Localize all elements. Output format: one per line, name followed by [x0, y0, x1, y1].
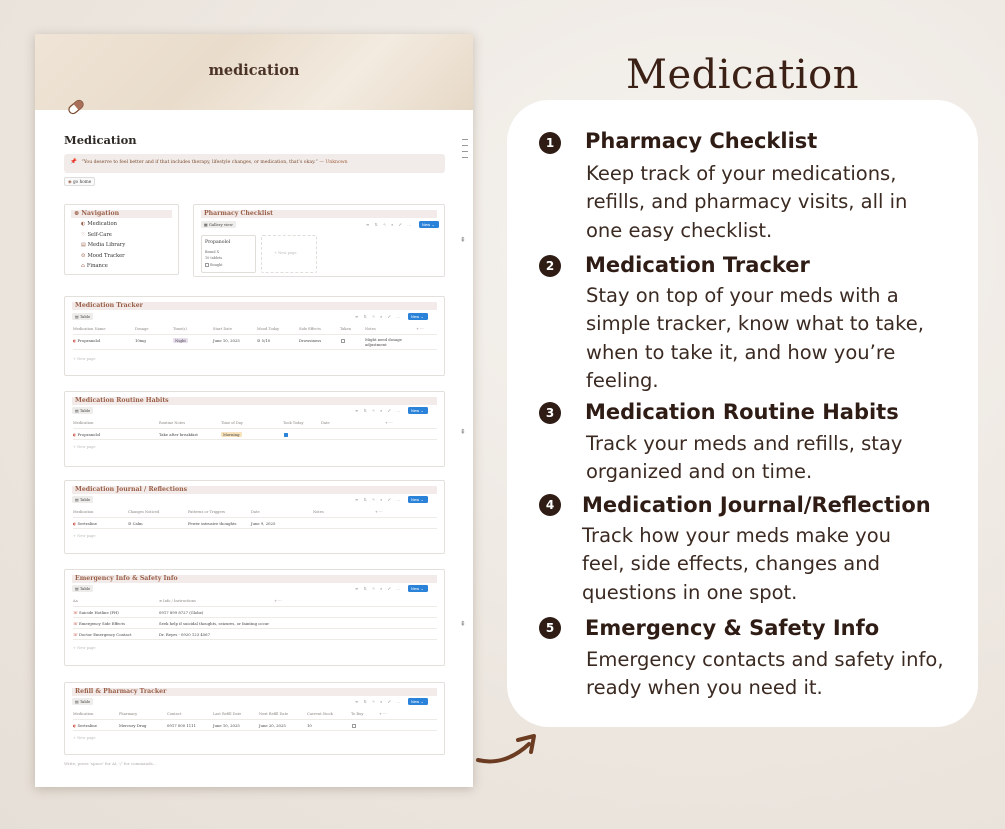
pushpin-icon: 📌 [70, 159, 77, 165]
new-label: New [411, 497, 420, 502]
table-header-row [73, 710, 437, 720]
table-row[interactable] [73, 336, 437, 350]
journal-title: Medication Journal / Reflections [72, 486, 437, 494]
table-header-row [73, 508, 437, 518]
col-header[interactable]: Notes [313, 510, 324, 514]
col-header[interactable]: Time(s) [173, 327, 187, 331]
drag-handle-icon[interactable]: ⇞ [460, 620, 466, 628]
new-label: New [411, 699, 420, 704]
feature-number-badge: 3 [539, 402, 561, 424]
feature-line: feel, side effects, changes and [582, 552, 880, 576]
col-header[interactable]: Last Refill Date [213, 712, 242, 716]
new-page-row[interactable]: + New page [73, 534, 96, 538]
pharmacy-checklist-title: Pharmacy Checklist [201, 210, 437, 218]
card-bought [205, 263, 223, 267]
feature-line: refills, and pharmacy visits, all in [586, 190, 908, 214]
cell-dosage: 10mg [135, 338, 146, 343]
new-label: New [411, 408, 420, 413]
new-label: New [411, 586, 420, 591]
view-label: Table [79, 586, 91, 591]
feature-title: Medication Routine Habits [585, 400, 899, 424]
cell-next-refill: June 20, 2025 [259, 723, 286, 728]
col-header[interactable]: Aa [73, 599, 78, 603]
col-header[interactable]: Routine Notes [159, 421, 186, 425]
pill-icon [65, 96, 87, 118]
col-header[interactable]: Date [251, 510, 260, 514]
medication-tracker-title: Medication Tracker [72, 302, 437, 310]
new-button[interactable]: New ⌄ [408, 313, 428, 320]
cell-contact: 0917 000 1111 [167, 723, 196, 728]
cell-name [73, 621, 125, 626]
cell-name [73, 610, 119, 615]
home-icon: ◉ [68, 179, 72, 184]
col-header[interactable] [159, 599, 196, 603]
feature-line: Keep track of your medications, [586, 162, 897, 185]
feature-description [586, 160, 966, 245]
table-icon: ▤ [75, 699, 79, 704]
pill-icon: ◐ [81, 221, 86, 227]
new-button[interactable]: New ⌄ [408, 496, 428, 503]
routine-habits-box [64, 391, 445, 467]
to-buy-checkbox[interactable] [352, 723, 356, 728]
feature-line: organized and on time. [586, 460, 813, 484]
card-brand: Brand X [205, 250, 219, 254]
new-label: New [411, 314, 420, 319]
bought-checkbox[interactable] [205, 263, 209, 267]
gallery-card[interactable] [201, 235, 256, 273]
pill-icon: ◐ [73, 723, 77, 728]
took-today-checkbox[interactable] [284, 432, 288, 437]
cell-start-date: June 10, 2025 [213, 338, 240, 343]
cell-patterns: Fewer intrusive thoughts [188, 521, 237, 526]
new-page-text: New page [77, 445, 96, 449]
cell-text: Suicide Hotline (PH) [78, 610, 119, 615]
table-header-row [73, 597, 437, 607]
editor-placeholder[interactable]: Write, press 'space' for AI, '/' for commands... [64, 761, 157, 766]
new-page-row[interactable]: + New page [73, 736, 96, 740]
page-title: Medication [64, 133, 137, 147]
medication-tracker-box [64, 296, 445, 376]
add-column[interactable]: + ⋯ [375, 510, 383, 514]
cell-stock: 10 [307, 723, 312, 728]
nav-label: Medication [87, 221, 117, 227]
taken-checkbox[interactable] [341, 338, 345, 343]
quote-callout [64, 154, 445, 173]
time-of-day-tag: Morning [223, 432, 240, 437]
routine-habits-title: Medication Routine Habits [72, 397, 437, 405]
feature-number-badge: 2 [539, 255, 561, 277]
table-view-tab[interactable] [72, 496, 93, 503]
feature-number-badge: 1 [539, 132, 561, 154]
nav-item-self-care[interactable] [81, 232, 112, 238]
new-button[interactable]: New ⌄ [408, 585, 428, 592]
emergency-box [64, 569, 445, 666]
new-page-row[interactable]: + New page [73, 445, 96, 449]
quote-author: — Unknown [319, 160, 348, 165]
table-row[interactable] [73, 519, 437, 529]
col-header[interactable]: Start Date [213, 327, 232, 331]
pill-icon: ◐ [73, 521, 77, 526]
col-header[interactable]: Medication [73, 421, 94, 425]
card-title: Propanolol [205, 240, 231, 245]
nav-item-finance[interactable] [81, 263, 108, 269]
new-page-text: New page [77, 357, 96, 361]
new-page-card[interactable] [261, 235, 317, 273]
add-column[interactable]: + ⋯ [379, 712, 387, 716]
bought-label: Bought [210, 263, 223, 267]
table-view-tab[interactable] [72, 585, 93, 592]
cell-pharmacy: Mercury Drug [119, 723, 147, 728]
feature-line: Stay on top of your meds with a [586, 284, 899, 307]
new-page-text: New page [278, 251, 297, 255]
feature-line: feeling. [586, 368, 659, 392]
refill-title: Refill & Pharmacy Tracker [72, 688, 437, 696]
curved-arrow-icon [474, 730, 538, 770]
outline-indicator[interactable] [462, 139, 472, 163]
view-toolbar[interactable]: ≡ ⇅ ϟ ⌕ ⤢ ⋯ [355, 314, 403, 319]
new-button[interactable]: New ⌄ [419, 221, 439, 228]
view-label: Table [79, 497, 91, 502]
feature-title: Pharmacy Checklist [585, 129, 818, 153]
table-row[interactable] [73, 619, 437, 629]
smile-icon: ☺ [257, 338, 261, 343]
phone-icon: ☏ [73, 632, 78, 637]
view-toolbar[interactable]: ≡ ⇅ ϟ ⌕ ⤢ ⋯ [355, 408, 403, 413]
cell-medication [73, 521, 97, 526]
col-header[interactable]: Medication [73, 712, 94, 716]
view-toolbar[interactable]: ≡ ⇅ ϟ ⌕ ⤢ ⋯ [355, 497, 403, 502]
feature-line: ready when you need it. [586, 676, 823, 700]
refill-box [64, 682, 445, 755]
new-label: New [422, 222, 431, 227]
smile-icon: ☺ [81, 253, 86, 259]
pharmacy-checklist-box [193, 204, 445, 277]
view-label: Table [79, 314, 91, 319]
col-header[interactable]: Patterns or Triggers [188, 510, 226, 514]
cell-text: 5/10 [261, 338, 271, 343]
pill-icon: ◐ [73, 338, 77, 343]
add-column[interactable]: + ⋯ [385, 421, 393, 425]
feature-line: one easy checklist. [586, 218, 773, 242]
cell-text: Calm [132, 521, 143, 526]
header-text: Info / Instructions [163, 599, 196, 603]
cell-text: Doctor Emergency Contact [78, 632, 132, 637]
feature-line: Track your meds and refills, stay [586, 432, 903, 455]
emergency-title: Emergency Info & Safety Info [72, 575, 437, 583]
table-row[interactable] [73, 608, 437, 618]
feature-number-badge: 5 [539, 617, 561, 639]
bank-icon: ⌂ [81, 263, 85, 269]
feature-line: Track how your meds make you [582, 524, 892, 547]
table-row[interactable] [73, 430, 437, 440]
promo-title: Medication [626, 52, 859, 98]
col-header[interactable]: Taken [340, 327, 351, 331]
nav-label: Media Library [87, 242, 126, 248]
new-page-label: + New page [274, 251, 297, 255]
navigation-title: Navigation [81, 210, 120, 217]
col-header[interactable]: Mood Today [257, 327, 280, 331]
feature-line: simple tracker, know what to take, [586, 312, 924, 336]
col-header[interactable]: Changes Noticed [128, 510, 160, 514]
col-header[interactable]: Pharmacy [119, 712, 138, 716]
new-page-text: New page [77, 736, 96, 740]
feature-list-card [507, 100, 978, 727]
cell-text: Propranolol [77, 338, 101, 343]
cell-info: Seek help if suicidal thoughts, seizures, or fainting occur [159, 621, 270, 626]
feature-line: Emergency contacts and safety info, [586, 648, 944, 671]
view-toolbar[interactable]: ≡ ⇅ ϟ ⌕ ⤢ ⋯ [355, 586, 403, 591]
col-header[interactable]: Next Refill Date [259, 712, 289, 716]
feature-title: Medication Journal/Reflection [582, 493, 931, 517]
col-header[interactable]: Medication [73, 510, 94, 514]
cell-text: Sertraline [77, 723, 97, 728]
col-header[interactable]: Side Effects [299, 327, 321, 331]
table-icon: ▤ [75, 314, 79, 319]
col-header[interactable]: Medication Name [73, 327, 106, 331]
table-header-row [73, 325, 437, 335]
grid-icon: ▦ [204, 222, 208, 227]
table-icon: ▤ [75, 497, 79, 502]
new-page-text: New page [77, 534, 96, 538]
feature-line: questions in one spot. [582, 580, 798, 604]
table-icon: ▤ [75, 408, 79, 413]
add-column[interactable]: + ⋯ [274, 599, 282, 603]
new-button[interactable]: New ⌄ [408, 407, 428, 414]
drag-handle-icon[interactable]: ⇞ [460, 428, 466, 436]
feature-title: Emergency & Safety Info [585, 616, 880, 640]
col-header[interactable]: To Buy [351, 712, 364, 716]
smile-icon: ☺ [128, 521, 132, 526]
feature-description [586, 430, 966, 487]
cell-routine-notes: Take after breakfast [159, 432, 198, 437]
nav-item-mood-tracker[interactable] [81, 253, 125, 259]
notion-page-preview [35, 34, 473, 787]
table-row[interactable] [73, 630, 437, 640]
view-label: Table [79, 408, 91, 413]
cell-info: 0917 899 8727 (Globe) [159, 610, 204, 615]
cell-medication [73, 432, 100, 437]
cell-last-refill: June 10, 2025 [213, 723, 240, 728]
cell-changes [128, 521, 143, 526]
book-icon: ▤ [81, 242, 86, 248]
phone-icon: ☏ [73, 610, 78, 615]
table-row[interactable] [73, 721, 437, 731]
compass-icon: ⊛ [74, 210, 80, 217]
col-header[interactable]: Contact [167, 712, 182, 716]
cell-name [73, 632, 131, 637]
feature-description [582, 522, 962, 607]
cell-notes: Might need dosage adjustment [365, 337, 402, 347]
feature-title: Medication Tracker [585, 253, 810, 277]
cell-text: Propranolol [77, 432, 101, 437]
go-home-link[interactable] [64, 177, 95, 186]
table-view-tab[interactable] [72, 407, 93, 414]
col-header[interactable]: Dosage [135, 327, 149, 331]
nav-item-media-library[interactable] [81, 242, 125, 248]
navigation-box [64, 204, 179, 275]
view-label: Table [79, 699, 91, 704]
feature-description [586, 282, 966, 395]
cell-medication [73, 723, 97, 728]
nav-label: Mood Tracker [87, 253, 125, 259]
text-icon: ≡ [159, 599, 163, 603]
heart-icon: ♡ [81, 232, 86, 238]
col-header[interactable]: Took Today [283, 421, 304, 425]
new-page-row[interactable]: + New page [73, 357, 96, 361]
navigation-heading [71, 210, 172, 218]
quote-text: “You deserve to feel better and if that includes therapy, lifestyle changes, or medication, that’s okay.” [81, 160, 318, 165]
view-toolbar[interactable]: ≡ ⇅ ϟ ⌕ ⤢ ⋯ [355, 699, 403, 704]
time-tag: Night [175, 338, 186, 343]
drag-handle-icon[interactable]: ⇞ [460, 236, 466, 244]
cell-medication [73, 338, 100, 343]
col-header[interactable]: Date [321, 421, 330, 425]
cell-info: Dr. Reyes - 0920 123 4567 [159, 632, 210, 637]
nav-label: Self-Care [87, 232, 112, 238]
add-column[interactable]: + ⋯ [416, 327, 424, 331]
cell-date: June 9, 2025 [251, 521, 276, 526]
table-header-row [73, 419, 437, 429]
col-header[interactable]: Current Stock [307, 712, 333, 716]
pill-icon: ◐ [73, 432, 77, 437]
gallery-view-tab[interactable] [201, 221, 236, 228]
new-page-text: New page [77, 646, 96, 650]
cell-mood [257, 338, 270, 343]
new-button[interactable]: New ⌄ [408, 698, 428, 705]
new-page-row[interactable]: + New page [73, 646, 96, 650]
go-home-label: go home [73, 179, 92, 184]
feature-description [586, 646, 966, 703]
cover-title: medication [208, 62, 300, 79]
cell-text: Emergency Side Effects [78, 621, 126, 626]
table-view-tab[interactable] [72, 313, 93, 320]
cell-side-effects: Drowsiness [299, 338, 322, 343]
nav-item-medication[interactable] [81, 221, 117, 227]
feature-number-badge: 4 [539, 494, 561, 516]
view-label: Gallery view [208, 222, 233, 227]
col-header[interactable]: Time of Day [221, 421, 243, 425]
journal-box [64, 480, 445, 554]
feature-line: when to take it, and how you’re [586, 340, 896, 364]
card-quantity: 10 tablets [205, 256, 223, 260]
view-toolbar[interactable]: ≡ ⇅ ϟ ⌕ ⤢ ⋯ [366, 222, 414, 227]
cell-text: Sertraline [77, 521, 97, 526]
table-icon: ▤ [75, 586, 79, 591]
col-header[interactable]: Notes [365, 327, 376, 331]
phone-icon: ☏ [73, 621, 78, 626]
table-view-tab[interactable] [72, 698, 93, 705]
nav-label: Finance [86, 263, 108, 269]
